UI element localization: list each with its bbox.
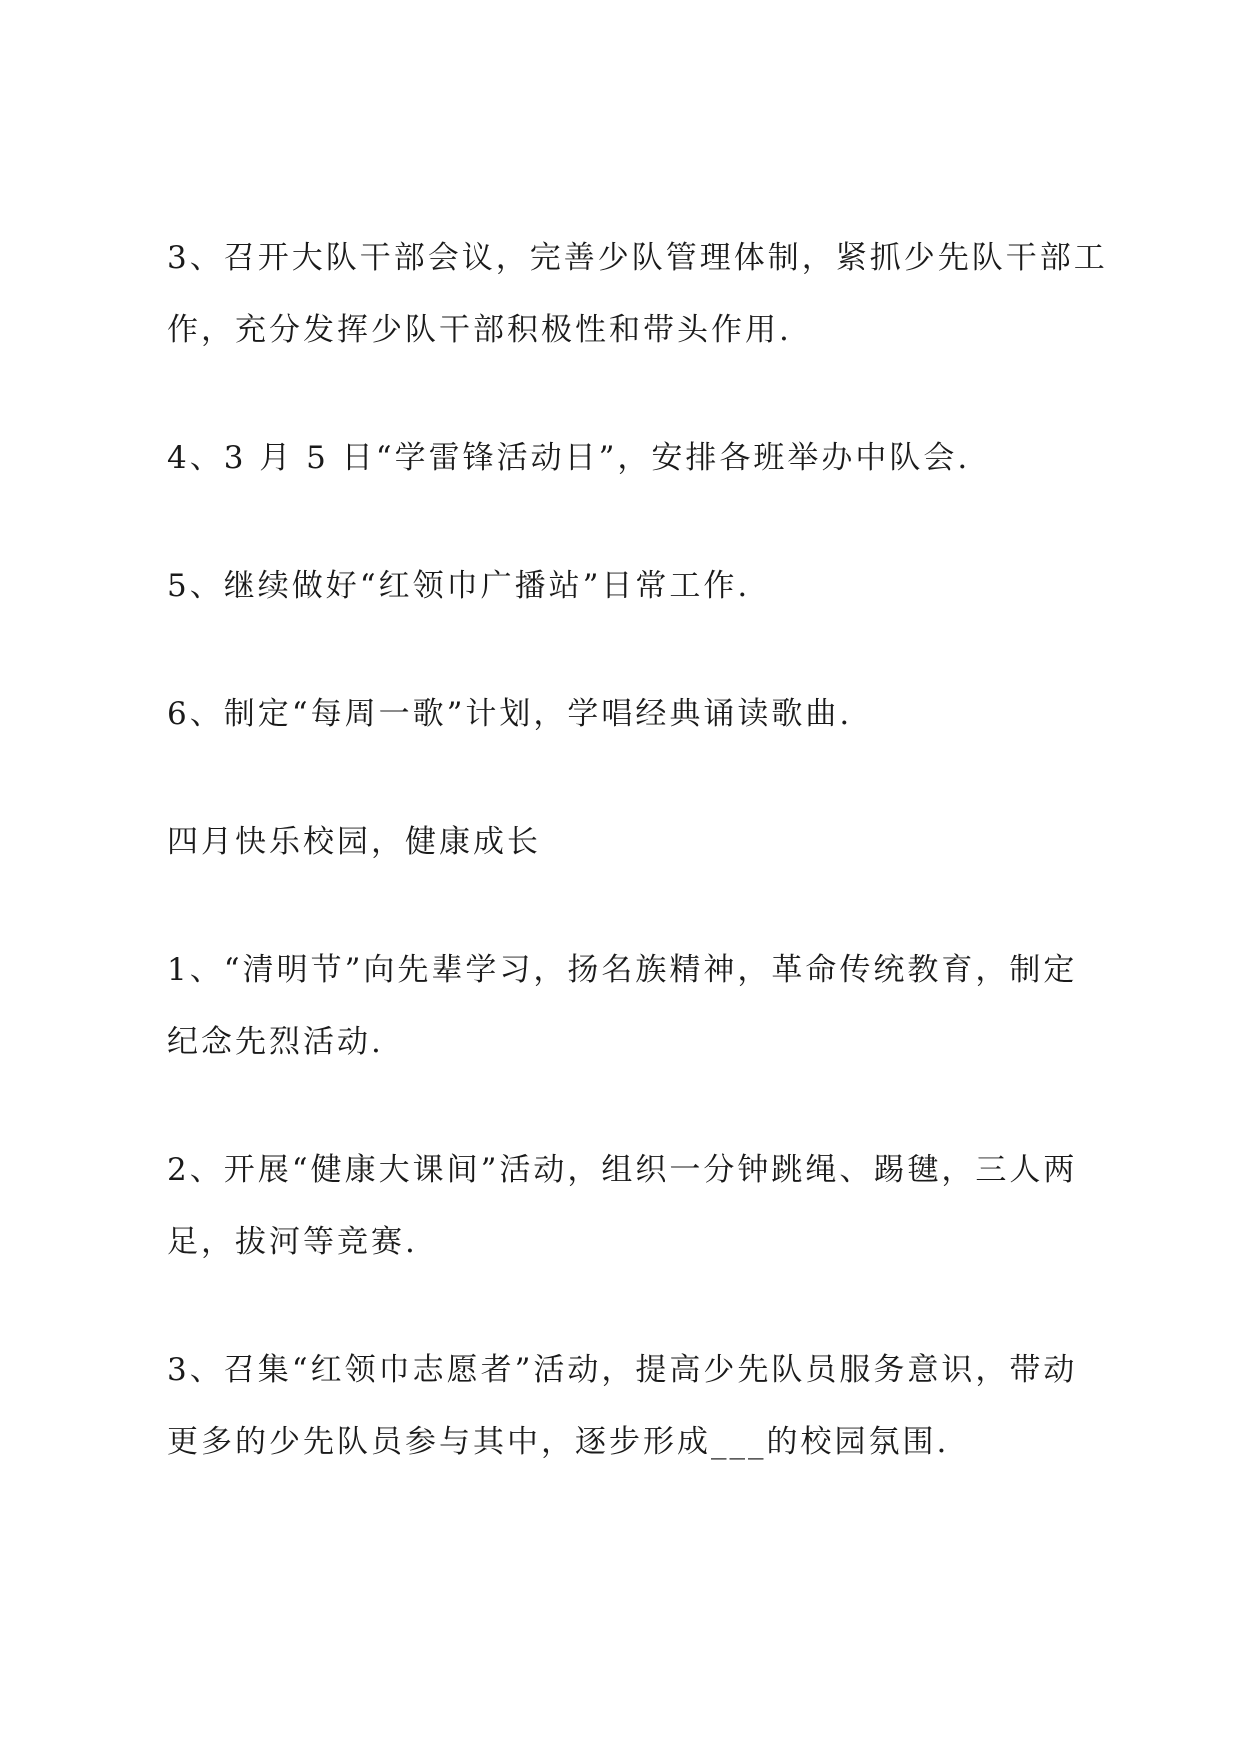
paragraph-gap xyxy=(167,1078,1087,1134)
paragraph-gap xyxy=(167,622,1087,678)
paragraph-item-1-qingming xyxy=(167,934,1087,1078)
paragraph-gap xyxy=(167,750,1087,806)
document-body xyxy=(167,222,1108,1478)
paragraph-line: 5、继续做好“红领巾广播站”日常工作. xyxy=(167,568,751,604)
paragraph-item-6-song xyxy=(167,678,1087,750)
paragraph-gap xyxy=(167,1278,1087,1334)
paragraph-line: 作，充分发挥少队干部积极性和带头作用. xyxy=(167,312,792,348)
paragraph-item-2-exercise xyxy=(167,1134,1087,1278)
paragraph-item-3-volunteer xyxy=(167,1334,1087,1478)
paragraph-item-4-leifeng xyxy=(167,422,1087,494)
paragraph-item-3-meeting xyxy=(167,222,1108,366)
paragraph-line: 足，拔河等竞赛. xyxy=(167,1224,418,1260)
paragraph-item-5-broadcast xyxy=(167,550,1087,622)
paragraph-line: 更多的少先队员参与其中，逐步形成___的校园氛围. xyxy=(167,1424,950,1460)
section-heading-line: 四月快乐校园，健康成长 xyxy=(167,824,541,860)
paragraph-line: 2、开展“健康大课间”活动，组织一分钟跳绳、踢毽，三人两 xyxy=(167,1152,1078,1188)
paragraph-line: 1、“清明节”向先辈学习，扬名族精神，革命传统教育，制定 xyxy=(167,952,1078,988)
paragraph-gap xyxy=(167,494,1087,550)
section-heading-april xyxy=(167,806,1087,878)
paragraph-line: 3、召开大队干部会议，完善少队管理体制，紧抓少先队干部工 xyxy=(167,240,1108,276)
paragraph-gap xyxy=(167,878,1087,934)
paragraph-line: 纪念先烈活动. xyxy=(167,1024,384,1060)
paragraph-line: 4、3 月 5 日“学雷锋活动日”，安排各班举办中队会. xyxy=(167,440,971,476)
paragraph-gap xyxy=(167,366,1087,422)
paragraph-line: 6、制定“每周一歌”计划，学唱经典诵读歌曲. xyxy=(167,696,853,732)
paragraph-line: 3、召集“红领巾志愿者”活动，提高少先队员服务意识，带动 xyxy=(167,1352,1078,1388)
